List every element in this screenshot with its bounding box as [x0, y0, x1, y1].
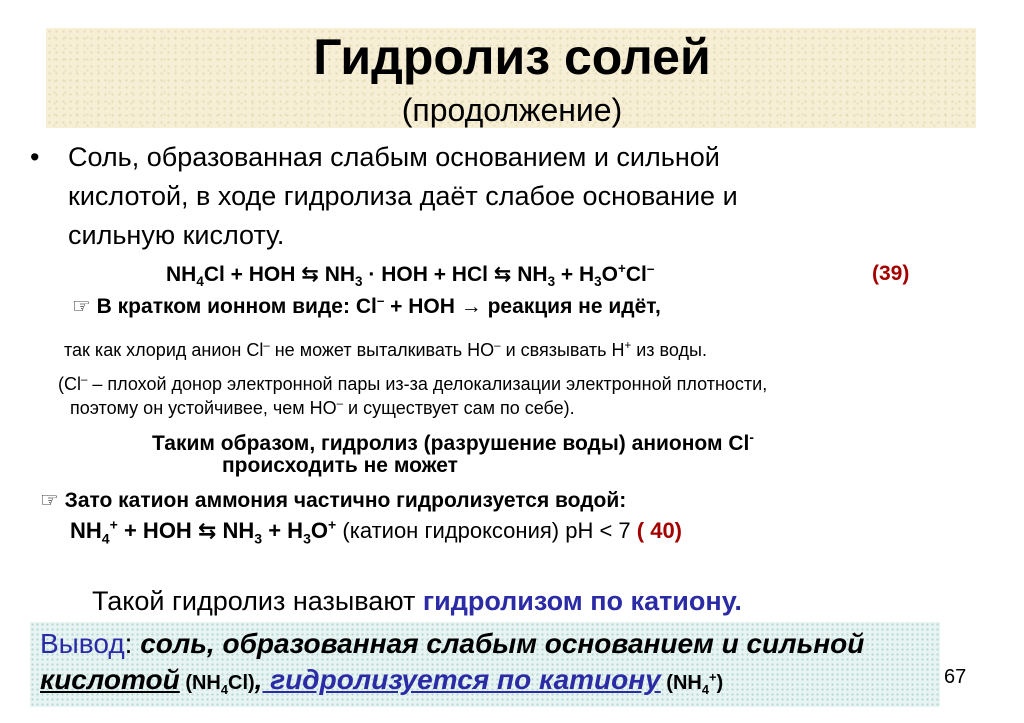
naming-line: Такой гидролиз называют гидролизом по катиону.	[92, 586, 742, 616]
bullet-line-3: сильную кислоту.	[68, 220, 285, 250]
page-number: 67	[944, 666, 967, 688]
equation-number-40: ( 40)	[636, 518, 683, 543]
therefore-line-2: происходить не может	[222, 454, 458, 477]
equilibrium-arrow-icon: ⇆	[197, 519, 217, 544]
equilibrium-arrow-icon: ⇆	[301, 262, 319, 286]
conclusion-line-2: кислотой $(NH_4Cl)$, гидролизуется по катиону $(NH_4^+)$	[40, 664, 724, 697]
bullet-line-2: кислотой, в ходе гидролиза даёт слабое основание и	[68, 181, 738, 211]
equation-number-39: (39)	[872, 262, 910, 285]
equation-40: $NH_4^+$ + HOH ⇆ $NH_3 + H_3O^+$ (катион гидроксония) pH < 7 ( 40)	[70, 516, 683, 547]
page-subtitle: (продолжение)	[401, 92, 623, 128]
bullet-icon: •	[30, 142, 40, 172]
pointing-hand-icon: ☞	[72, 294, 91, 318]
ionic-form-line: ☞ В кратком ионном виде: Cl– + HOH → реакция не идёт,	[72, 293, 661, 318]
bullet-line-1: Соль, образованная слабым основанием и сильной	[68, 142, 720, 172]
equation-39: $NH_4Cl$ + HOH ⇆ $NH_3$ · HOH + HCl ⇆ $NH_3 + H_3O^+Cl^-$	[166, 261, 655, 290]
equilibrium-arrow-icon: ⇆	[493, 262, 512, 286]
reason-line: так как хлорид анион Cl– не может выталкивать HO– и связывать H+ из воды.	[64, 340, 707, 360]
therefore-line-1: Таким образом, гидролиз (разрушение воды) анионом Cl-	[152, 430, 754, 455]
paren-line-2: поэтому он устойчивее, чем HO– и существует сам по себе).	[70, 398, 575, 418]
conclusion-line-1: Вывод: соль, образованная слабым основанием и сильной	[40, 628, 865, 659]
page-title: Гидролиз солей	[313, 29, 711, 85]
cation-line: ☞ Зато катион аммония частично гидролизуется водой:	[40, 488, 627, 512]
paren-line-1: (Cl– – плохой донор электронной пары из-за делокализации электронной плотности,	[58, 374, 768, 394]
pointing-hand-icon: ☞	[40, 488, 59, 512]
